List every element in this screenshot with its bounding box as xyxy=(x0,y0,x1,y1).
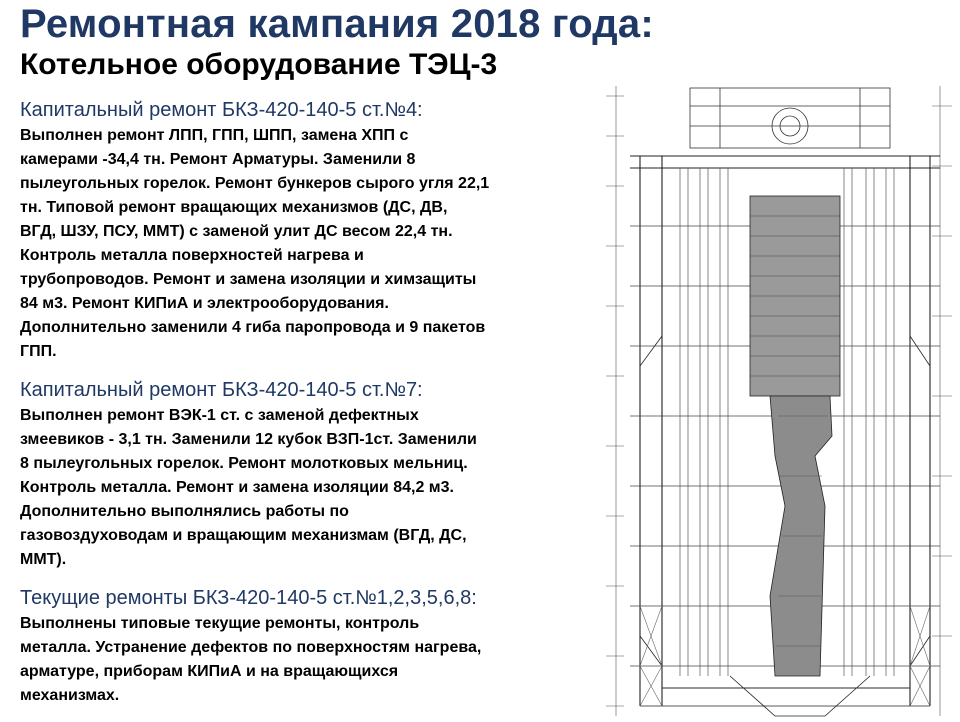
boiler-technical-drawing xyxy=(600,76,960,720)
elevation-marks xyxy=(932,86,952,716)
roof-structure xyxy=(690,88,890,148)
section-heading: Капитальный ремонт БКЗ-420-140-5 ст.№4: xyxy=(20,99,423,121)
section-heading: Текущие ремонты БКЗ-420-140-5 ст.№1,2,3,5,6,8: xyxy=(20,587,477,609)
slide-content xyxy=(20,98,610,722)
section-body: Выполнен ремонт ЛПП, ГПП, ШПП, замена ХПП с камерами -34,4 тн. Ремонт Арматуры. Заменили 8 пылеугольных горелок. Ремонт бункеров сырого угля 22,1 тн. Типовой ремонт вращающих механизмов (ДС, ДВ, ВГД, ШЗУ, ПСУ, ММТ) с заменой улит ДС весом 22,4 тн. Контроль металла поверхностей нагрева и трубопроводов. Ремонт и замена изоляции и химзащиты 84 м3. Ремонт КИПиА и электрооборудования. Дополнительно заменили 4 гиба паропровода и 9 пакетов ГПП. xyxy=(20,127,490,360)
section-repair-unit-7 xyxy=(20,378,610,572)
convective-shaft xyxy=(750,196,840,396)
section-body: Выполнен ремонт ВЭК-1 ст. с заменой дефектных змеевиков - 3,1 тн. Заменили 12 кубок ВЗП-1ст. Заменили 8 пылеугольных горелок. Ремонт молотковых мельниц. Контроль металла. Ремонт и замена изоляции 84,2 м3. Дополнительно выполнялись работы по газовоздуховодам и вращающим механизмам (ВГД, ДС, ММТ). xyxy=(20,407,477,568)
section-body: Выполнены типовые текущие ремонты, контроль металла. Устранение дефектов по поверхностям нагрева, арматуре, приборам КИПиА и на вращающихся механизмах. xyxy=(20,615,482,704)
section-current-repairs xyxy=(20,586,610,708)
slide-subtitle: Котельное оборудование ТЭЦ-3 xyxy=(20,48,498,81)
section-heading: Капитальный ремонт БКЗ-420-140-5 ст.№7: xyxy=(20,379,423,401)
boiler-base xyxy=(640,676,930,716)
section-repair-unit-4 xyxy=(20,98,610,364)
slide-title: Ремонтная кампания 2018 года: xyxy=(20,2,654,46)
dimension-scale xyxy=(606,86,624,716)
furnace-channel xyxy=(770,396,832,676)
